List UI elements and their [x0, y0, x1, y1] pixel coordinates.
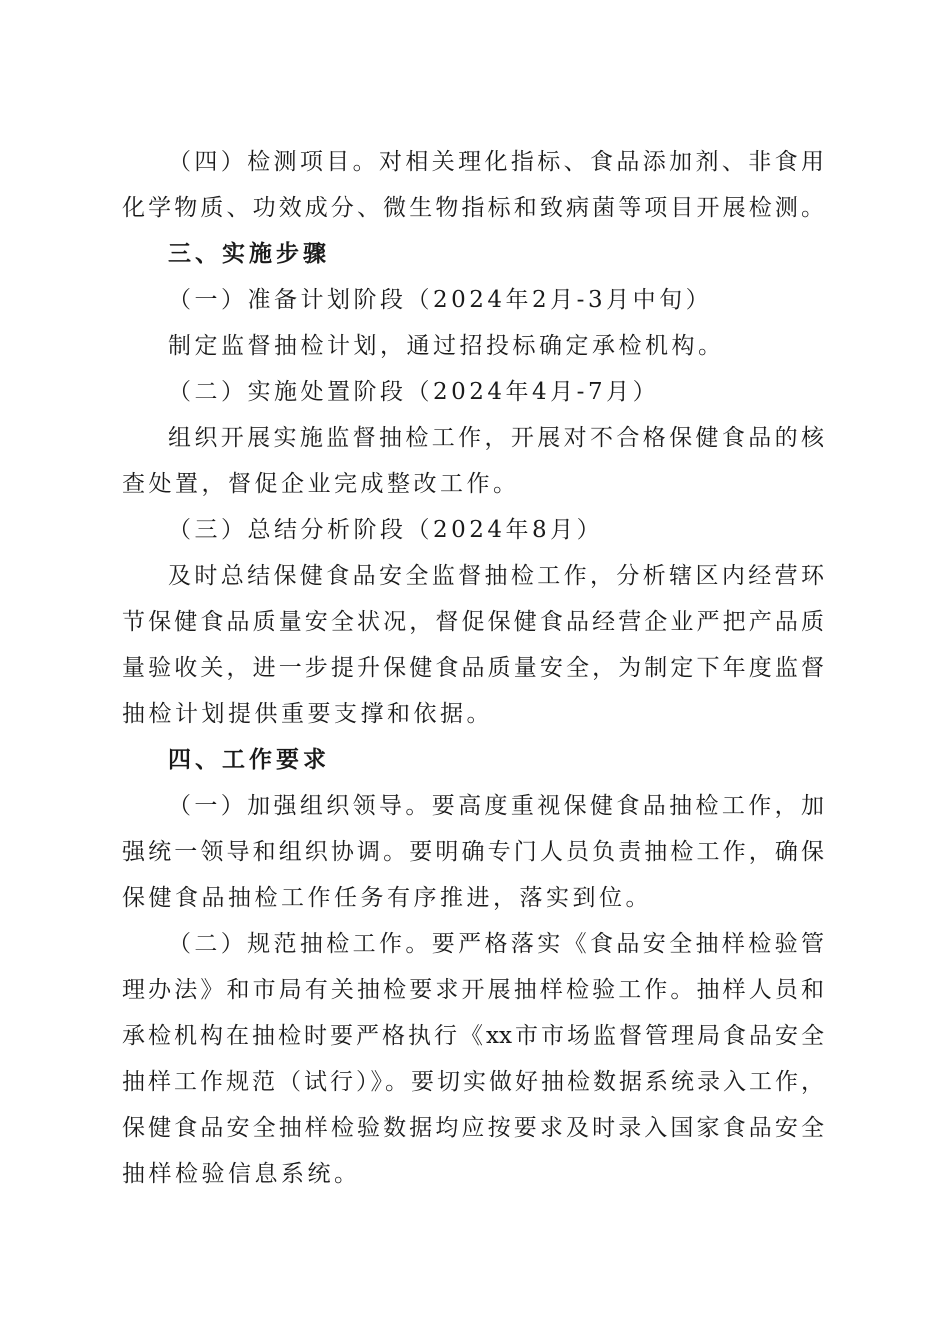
paragraph-line: 量验收关，进一步提升保健食品质量安全，为制定下年度监督	[122, 655, 824, 681]
paragraph-line: 强统一领导和组织协调。要明确专门人员负责抽检工作，确保	[122, 839, 824, 865]
paragraph-line: 查处置，督促企业完成整改工作。	[122, 471, 520, 497]
paragraph-line: 组织开展实施监督抽检工作，开展对不合格保健食品的核	[168, 425, 824, 451]
paragraph-line: 抽检计划提供重要支撑和依据。	[122, 701, 493, 727]
paragraph-line: 保健食品抽检工作任务有序推进，落实到位。	[122, 885, 652, 911]
section-heading: 三、实施步骤	[168, 241, 330, 267]
paragraph-line: 制定监督抽检计划，通过招投标确定承检机构。	[168, 333, 725, 359]
paragraph-line: （四）检测项目。对相关理化指标、食品添加剂、非食用	[168, 149, 824, 175]
paragraph-line: 抽样工作规范（试行）》。要切实做好抽检数据系统录入工作，	[122, 1069, 824, 1095]
paragraph-line: 化学物质、功效成分、微生物指标和致病菌等项目开展检测。	[122, 195, 824, 221]
subsection-heading: （二）实施处置阶段（2024年4月-7月）	[168, 379, 660, 405]
paragraph-line: （二）规范抽检工作。要严格落实《食品安全抽样检验管	[168, 931, 824, 957]
subsection-heading: （一）准备计划阶段（2024年2月-3月中旬）	[168, 287, 713, 313]
section-heading: 四、工作要求	[168, 747, 330, 773]
paragraph-line: （一）加强组织领导。要高度重视保健食品抽检工作，加	[168, 793, 824, 819]
paragraph-line: 抽样检验信息系统。	[122, 1161, 361, 1187]
paragraph-line: 承检机构在抽检时要严格执行《xx市市场监督管理局食品安全	[122, 1023, 824, 1049]
paragraph-line: 节保健食品质量安全状况，督促保健食品经营企业严把产品质	[122, 609, 824, 635]
paragraph-line: 及时总结保健食品安全监督抽检工作，分析辖区内经营环	[168, 563, 824, 589]
paragraph-line: 保健食品安全抽样检验数据均应按要求及时录入国家食品安全	[122, 1115, 824, 1141]
subsection-heading: （三）总结分析阶段（2024年8月）	[168, 517, 604, 543]
paragraph-line: 理办法》和市局有关抽检要求开展抽样检验工作。抽样人员和	[122, 977, 824, 1003]
